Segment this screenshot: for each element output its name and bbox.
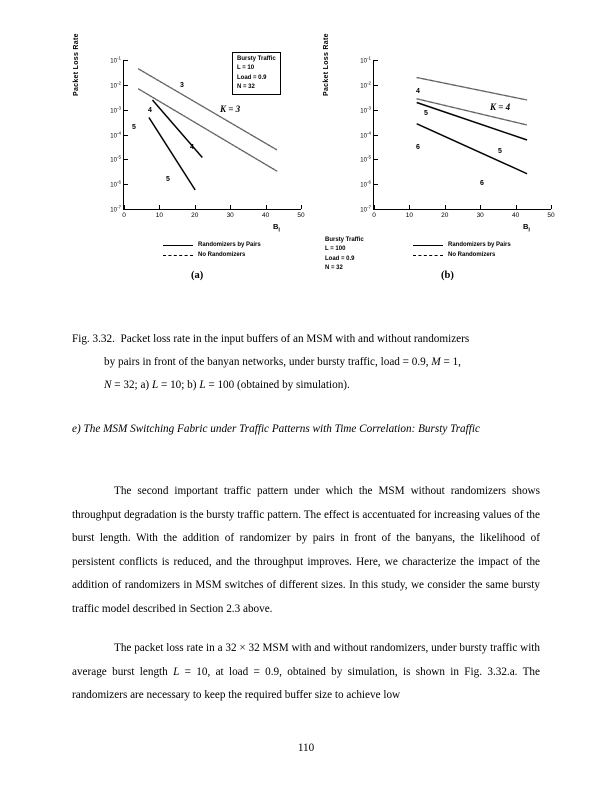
chart-b-ytick: $10^{-5}$ [360,154,371,164]
chart-a-ytick: $10^{-1}$ [110,55,121,65]
dashed-line-icon [163,255,193,256]
chart-a-info-line: N = 32 [237,83,255,90]
chart-b-info-line: Bursty Traffic [325,237,364,243]
paragraph-1: The second important traffic pattern under which the MSM without randomizers shows throughput degradation is the bursty traffic pattern. The effect is accentuated for increasing values of the burst length. With the addition of randomizer by pairs in front of the banyans, the likelihood of persistent conflicts is reduced, and the throughput improves. Here, we characterize the impact of the addition of randomizers in MSM switches of different sizes. In this study, we consider the same bursty traffic model described in Section 2.3 above. [72,485,540,615]
chart-b-info-line: N = 32 [325,264,343,271]
chart-a-axes [110,55,305,219]
chart-b-k-annotation: K = 4 [490,102,511,112]
chart-b-xtick: 40 [511,212,520,219]
chart-a-curve-label: 5 [166,176,170,183]
chart-b-xtick: 20 [441,212,449,219]
chart-b-legend-item [413,240,511,250]
chart-a-xtick: 10 [155,212,164,219]
chart-b-curve-label: 5 [424,110,428,117]
figure-caption-text-2: by pairs in front of the banyan networks, under bursty traffic, load = 0.9, [104,355,432,368]
chart-a-y-axis-label: Packet Loss Rate [73,33,80,96]
chart-b-legend [413,240,511,260]
chart-a-legend-item [163,240,261,250]
chart-a-legend [163,240,261,260]
chart-b-legend-label: Randomizers by Pairs [448,242,511,248]
chart-a-xtick: 0 [122,212,126,219]
chart-b-x-axis-label [523,222,530,234]
chart-a-ytick: $10^{-4}$ [110,130,121,139]
chart-a-x-axis-label [273,222,280,234]
chart-b-subcaption: (b) [441,270,454,281]
chart-b-info-line: L = 100 [325,246,346,253]
chart-b-ytick: $10^{-6}$ [360,179,371,189]
paragraph-2 [72,637,540,708]
page-number: 110 [297,742,315,754]
chart-a-ytick: $10^{-7}$ [110,204,121,214]
figure-caption-text-1: Packet loss rate in the input buffers of an MSM with and without randomizers [120,333,470,345]
chart-a-curve-label: 4 [148,107,152,114]
chart-a-x-axis-label-sub: I [278,227,280,234]
paragraph-2-pre: The packet loss rate in a 32 × 32 MSM with and without randomizers, under bursty traffic with average burst length [72,642,540,678]
chart-a-info-line: Load = 0.9 [237,74,267,81]
figure-caption [72,328,540,397]
chart-a-info-line: L = 10 [237,65,255,72]
figure-number: Fig. 3.32. [72,333,115,345]
chart-b-ytick: $10^{-3}$ [360,105,371,115]
figure-caption-line-2 [72,351,540,374]
chart-b-curve-label: 5 [498,148,502,155]
chart-a-curve-label: 5 [132,124,136,131]
chart-b-xtick: 50 [547,212,555,219]
paragraph-2-post: = 10, at load = 0.9, obtained by simulation, is shown in Fig. 3.32.a. The randomizers are necessary to keep the required buffer size to achieve low [72,665,540,702]
chart-b-ytick: $10^{-2}$ [360,80,371,90]
chart-b-curve-label: 4 [416,88,420,95]
section-heading-text: The MSM Switching Fabric under Traffic Patterns with Time Correlation: Bursty Traffic [83,423,480,435]
figure-caption-var-n: N [104,378,112,391]
chart-b-legend-label: No Randomizers [448,252,496,258]
chart-a [73,33,325,281]
chart-b-x-axis-label-sub: I [528,227,530,234]
chart-a-x-axis-label-text: B [273,222,279,231]
chart-b-curves [374,60,552,210]
chart-a-xtick: 50 [297,212,305,219]
figure-caption-var-m: M [431,355,441,368]
section-heading-prefix: e) [72,423,84,435]
body-text [72,480,540,708]
chart-a-xtick: 20 [191,212,199,219]
chart-a-legend-label: Randomizers by Pairs [198,242,261,248]
chart-b-y-axis-label: Packet Loss Rate [323,33,330,96]
figure-caption-line-1 [72,328,540,351]
chart-a-subcaption: (a) [191,270,204,281]
chart-b-infobox [325,236,364,273]
chart-b-info-line: Load = 0.9 [325,255,355,262]
solid-line-icon [163,245,193,246]
figure-caption-var-l1: L [151,378,159,391]
chart-a-ytick: $10^{-6}$ [110,179,121,189]
figure-caption-text-2b: = 1, [440,355,461,368]
chart-a-ytick: $10^{-2}$ [110,80,121,90]
figure-caption-text-3b: = 10; b) [158,378,200,391]
section-heading [72,418,540,441]
figure-3-32 [0,33,612,290]
figure-caption-line-3 [72,374,540,397]
chart-b-xtick: 30 [476,212,484,219]
chart-a-ytick: $10^{-5}$ [110,154,121,164]
chart-a-xtick: 40 [261,212,270,219]
chart-b-xtick: 0 [372,212,376,219]
figure-caption-var-l2: L [199,378,206,391]
chart-a-legend-label: No Randomizers [198,252,246,258]
chart-a-curve-label: 3 [180,82,184,89]
solid-line-icon [413,245,443,246]
paragraph-2-var-l: L [173,665,180,678]
chart-a-info-line: Bursty Traffic [237,56,276,62]
chart-b-axes [360,55,555,219]
chart-b-curve-label: 6 [480,180,484,187]
chart-b-ytick: $10^{-4}$ [360,130,371,139]
chart-b [323,33,575,281]
chart-b-legend-item [413,250,511,260]
chart-b-curve-label: 6 [416,144,420,151]
chart-b-ytick: $10^{-1}$ [360,55,371,65]
chart-a-k-annotation: K = 3 [220,104,241,114]
chart-b-ytick: $10^{-7}$ [360,204,371,214]
chart-a-ytick: $10^{-3}$ [110,105,121,115]
chart-a-infobox [232,52,281,95]
chart-b-xtick: 10 [405,212,414,219]
chart-a-xtick: 30 [226,212,234,219]
chart-a-legend-item [163,250,261,260]
chart-b-x-axis-label-text: B [523,222,529,231]
chart-a-curve-label: 4 [190,144,194,151]
figure-caption-text-3a: = 32; a) [111,378,152,391]
dashed-line-icon [413,255,443,256]
figure-caption-text-3c: = 100 (obtained by simulation). [205,378,350,391]
